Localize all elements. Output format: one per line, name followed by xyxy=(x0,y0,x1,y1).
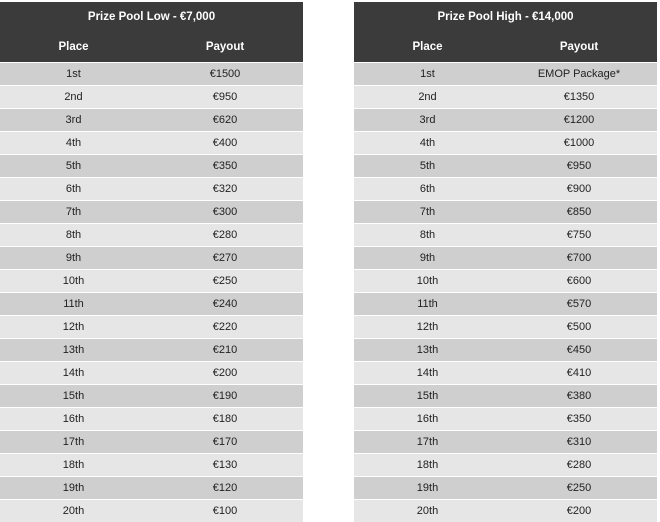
table-row xyxy=(354,454,657,477)
payout-cell: €1200 xyxy=(501,109,657,132)
place-column-header: Place xyxy=(0,32,147,63)
payout-column-header: Payout xyxy=(147,32,303,63)
table-row xyxy=(354,247,657,270)
place-cell: 12th xyxy=(354,316,501,339)
place-cell: 17th xyxy=(354,431,501,454)
table-row xyxy=(0,431,303,454)
table-row xyxy=(0,270,303,293)
place-cell: 4th xyxy=(354,132,501,155)
payout-cell: €410 xyxy=(501,362,657,385)
payout-cell: €280 xyxy=(147,224,303,247)
table-row xyxy=(0,316,303,339)
payout-column-header: Payout xyxy=(501,32,657,63)
payout-cell: €130 xyxy=(147,454,303,477)
table-row xyxy=(0,86,303,109)
payout-cell: €250 xyxy=(501,477,657,500)
table-row xyxy=(0,155,303,178)
payout-cell: EMOP Package* xyxy=(501,63,657,86)
place-cell: 3rd xyxy=(354,109,501,132)
payout-cell: €190 xyxy=(147,385,303,408)
place-cell: 14th xyxy=(0,362,147,385)
table-row xyxy=(354,224,657,247)
place-cell: 19th xyxy=(0,477,147,500)
table-row xyxy=(0,408,303,431)
table-row xyxy=(354,408,657,431)
table-row xyxy=(354,270,657,293)
table-row xyxy=(354,86,657,109)
place-cell: 10th xyxy=(354,270,501,293)
table-row xyxy=(354,339,657,362)
table-row xyxy=(354,132,657,155)
column-header-row xyxy=(0,32,303,63)
table-row xyxy=(0,63,303,86)
table-row xyxy=(354,316,657,339)
table-row xyxy=(354,201,657,224)
place-cell: 3rd xyxy=(0,109,147,132)
place-cell: 11th xyxy=(0,293,147,316)
table-row xyxy=(0,477,303,500)
payout-cell: €310 xyxy=(501,431,657,454)
payout-cell: €950 xyxy=(147,86,303,109)
place-cell: 5th xyxy=(0,155,147,178)
table-row xyxy=(0,362,303,385)
table-row xyxy=(354,178,657,201)
place-cell: 7th xyxy=(0,201,147,224)
table-row xyxy=(0,454,303,477)
table-row xyxy=(0,224,303,247)
payout-cell: €1000 xyxy=(501,132,657,155)
payout-cell: €570 xyxy=(501,293,657,316)
column-header-row xyxy=(354,32,657,63)
payout-cell: €200 xyxy=(147,362,303,385)
place-cell: 2nd xyxy=(354,86,501,109)
place-cell: 6th xyxy=(0,178,147,201)
payout-cell: €600 xyxy=(501,270,657,293)
table-row xyxy=(0,201,303,224)
payout-cell: €850 xyxy=(501,201,657,224)
place-cell: 10th xyxy=(0,270,147,293)
table-title-row xyxy=(0,2,303,32)
table-row xyxy=(354,431,657,454)
table-row xyxy=(0,178,303,201)
place-cell: 15th xyxy=(0,385,147,408)
place-cell: 9th xyxy=(354,247,501,270)
payout-cell: €170 xyxy=(147,431,303,454)
payout-cell: €240 xyxy=(147,293,303,316)
place-cell: 4th xyxy=(0,132,147,155)
place-cell: 6th xyxy=(354,178,501,201)
payout-cell: €750 xyxy=(501,224,657,247)
payout-cell: €100 xyxy=(147,500,303,522)
place-cell: 20th xyxy=(354,500,501,522)
place-cell: 14th xyxy=(354,362,501,385)
place-cell: 9th xyxy=(0,247,147,270)
place-cell: 13th xyxy=(354,339,501,362)
payout-cell: €250 xyxy=(147,270,303,293)
payout-cell: €500 xyxy=(501,316,657,339)
payout-cell: €210 xyxy=(147,339,303,362)
place-cell: 17th xyxy=(0,431,147,454)
place-cell: 16th xyxy=(0,408,147,431)
table-row xyxy=(0,132,303,155)
payout-cell: €450 xyxy=(501,339,657,362)
place-cell: 5th xyxy=(354,155,501,178)
table-row xyxy=(354,385,657,408)
table-title: Prize Pool High - €14,000 xyxy=(354,2,657,32)
payout-cell: €220 xyxy=(147,316,303,339)
place-cell: 11th xyxy=(354,293,501,316)
payout-cell: €350 xyxy=(501,408,657,431)
table-row xyxy=(354,63,657,86)
payout-cell: €1500 xyxy=(147,63,303,86)
table-row xyxy=(0,109,303,132)
place-cell: 1st xyxy=(0,63,147,86)
table-row xyxy=(354,477,657,500)
place-cell: 13th xyxy=(0,339,147,362)
table-title-row xyxy=(354,2,657,32)
place-cell: 1st xyxy=(354,63,501,86)
payout-cell: €400 xyxy=(147,132,303,155)
table-row xyxy=(354,362,657,385)
payout-cell: €700 xyxy=(501,247,657,270)
table-row xyxy=(354,109,657,132)
place-cell: 19th xyxy=(354,477,501,500)
place-cell: 8th xyxy=(0,224,147,247)
payout-cell: €1350 xyxy=(501,86,657,109)
place-cell: 18th xyxy=(354,454,501,477)
table-row xyxy=(0,339,303,362)
payout-cell: €300 xyxy=(147,201,303,224)
payout-cell: €380 xyxy=(501,385,657,408)
prize-pool-low-table xyxy=(0,2,303,522)
place-cell: 18th xyxy=(0,454,147,477)
payout-cell: €270 xyxy=(147,247,303,270)
payout-cell: €320 xyxy=(147,178,303,201)
payout-cell: €900 xyxy=(501,178,657,201)
table-row xyxy=(0,293,303,316)
table-row xyxy=(0,247,303,270)
payout-cell: €280 xyxy=(501,454,657,477)
place-cell: 12th xyxy=(0,316,147,339)
payout-cell: €350 xyxy=(147,155,303,178)
table-row xyxy=(354,155,657,178)
place-column-header: Place xyxy=(354,32,501,63)
prize-pool-high-table xyxy=(354,2,657,522)
place-cell: 20th xyxy=(0,500,147,522)
table-title: Prize Pool Low - €7,000 xyxy=(0,2,303,32)
place-cell: 15th xyxy=(354,385,501,408)
payout-cell: €200 xyxy=(501,500,657,522)
place-cell: 2nd xyxy=(0,86,147,109)
payout-cell: €120 xyxy=(147,477,303,500)
place-cell: 8th xyxy=(354,224,501,247)
table-row xyxy=(0,385,303,408)
payout-cell: €180 xyxy=(147,408,303,431)
table-row xyxy=(354,293,657,316)
place-cell: 7th xyxy=(354,201,501,224)
payout-cell: €620 xyxy=(147,109,303,132)
place-cell: 16th xyxy=(354,408,501,431)
payout-cell: €950 xyxy=(501,155,657,178)
